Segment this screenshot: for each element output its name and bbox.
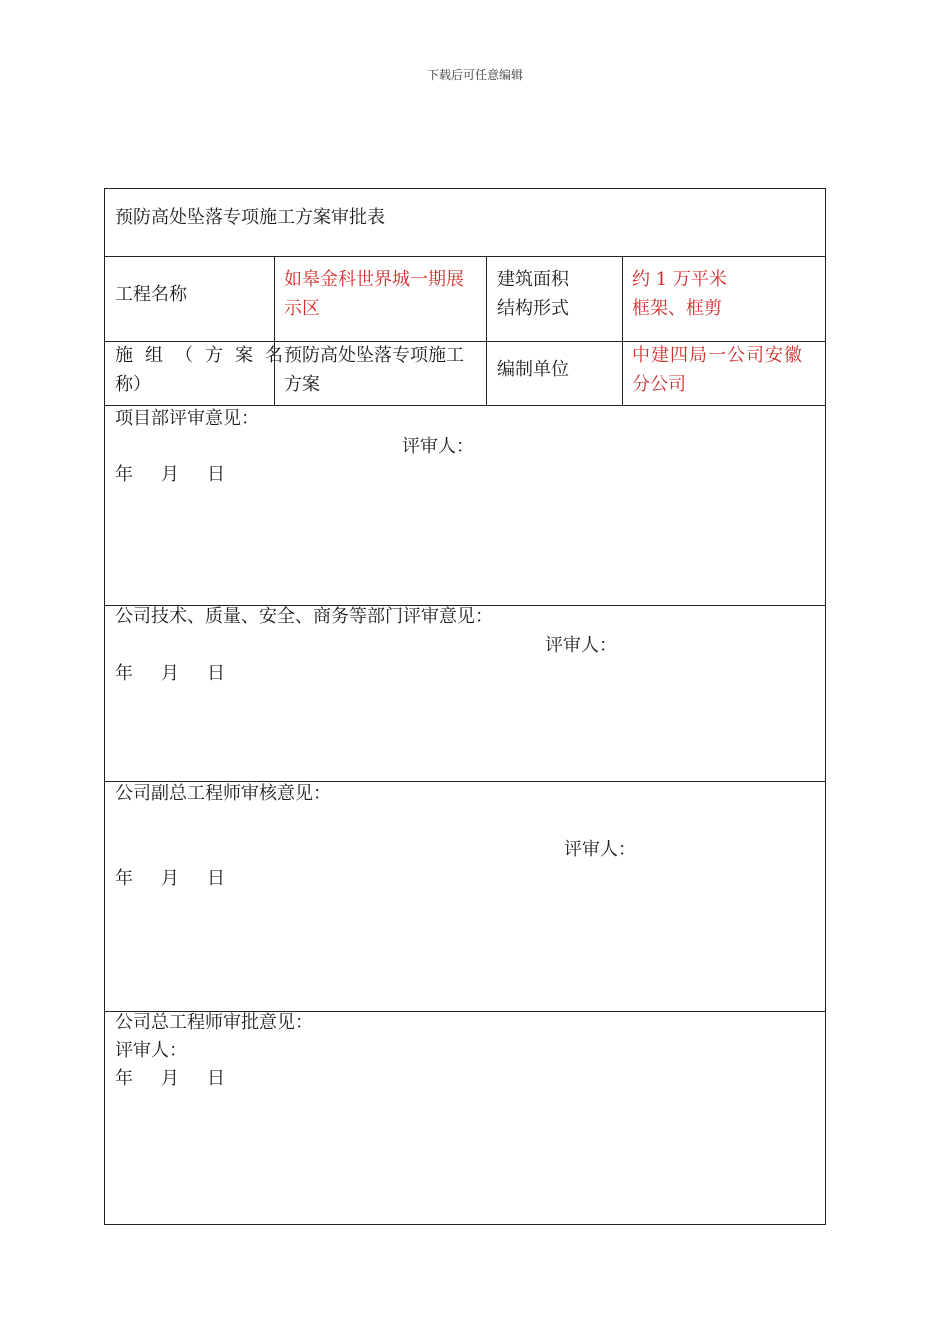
section-heading: 项目部评审意见： xyxy=(115,408,259,429)
approval-form xyxy=(104,188,826,1225)
day-label: 日 xyxy=(207,663,225,684)
year-label: 年 xyxy=(115,868,133,889)
plan-name-value-line2: 方案 xyxy=(284,374,320,395)
month-label: 月 xyxy=(161,464,179,485)
unit-label: 编制单位 xyxy=(497,359,569,380)
project-name-value-line2: 示区 xyxy=(284,298,320,319)
day-label: 日 xyxy=(207,464,225,485)
area-label: 建筑面积 xyxy=(497,269,569,290)
project-name-label: 工程名称 xyxy=(115,284,187,305)
reviewer-label: 评审人： xyxy=(564,839,636,860)
date-line xyxy=(115,864,225,893)
reviewer-label: 评审人： xyxy=(545,635,617,656)
section-heading: 公司总工程师审批意见： xyxy=(115,1012,313,1033)
column-divider xyxy=(622,256,623,405)
plan-name-label-line1: 施组（方案名 xyxy=(115,345,295,366)
row-divider xyxy=(105,256,825,257)
date-line xyxy=(115,460,225,489)
header-note: 下载后可任意编辑 xyxy=(426,68,523,82)
column-divider xyxy=(486,256,487,405)
column-divider xyxy=(274,256,275,405)
unit-value-line2: 分公司 xyxy=(632,374,686,395)
reviewer-label: 评审人： xyxy=(402,436,474,457)
month-label: 月 xyxy=(161,663,179,684)
plan-name-label-line2: 称） xyxy=(115,374,151,395)
form-title: 预防高处坠落专项施工方案审批表 xyxy=(115,207,385,228)
project-name-value-line1: 如皋金科世界城一期展 xyxy=(284,269,464,290)
day-label: 日 xyxy=(207,1068,225,1089)
structure-label: 结构形式 xyxy=(497,298,569,319)
date-line xyxy=(115,659,225,688)
month-label: 月 xyxy=(161,868,179,889)
plan-name-value-line1: 预防高处坠落专项施工 xyxy=(284,345,464,366)
section-heading: 公司技术、质量、安全、商务等部门评审意见： xyxy=(115,606,493,627)
structure-value: 框架、框剪 xyxy=(632,298,722,319)
day-label: 日 xyxy=(207,868,225,889)
reviewer-label: 评审人： xyxy=(115,1040,187,1061)
date-line xyxy=(115,1064,225,1093)
year-label: 年 xyxy=(115,663,133,684)
unit-value-line1: 中建四局一公司安徽 xyxy=(632,345,803,366)
section-heading: 公司副总工程师审核意见： xyxy=(115,783,331,804)
year-label: 年 xyxy=(115,1068,133,1089)
year-label: 年 xyxy=(115,464,133,485)
area-value: 约 1 万平米 xyxy=(632,269,727,290)
month-label: 月 xyxy=(161,1068,179,1089)
